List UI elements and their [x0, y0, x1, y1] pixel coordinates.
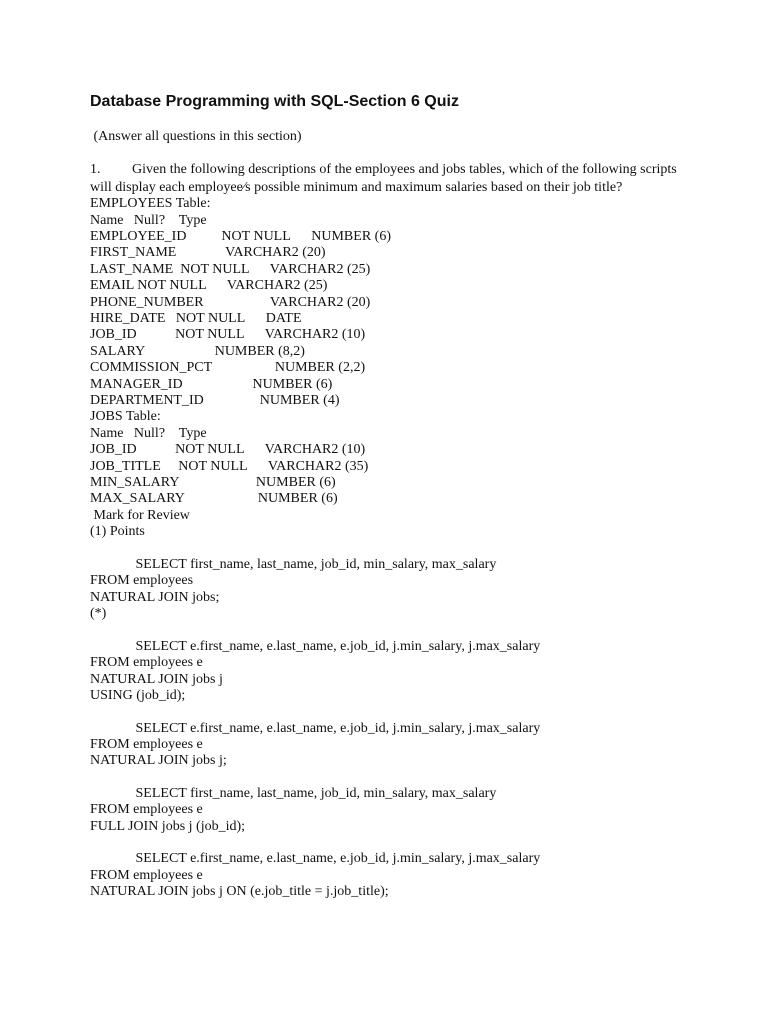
answer-option-2-line: NATURAL JOIN jobs j — [90, 672, 223, 687]
page-title: Database Programming with SQL-Section 6 Quiz — [90, 93, 459, 110]
question-number: 1. — [90, 162, 101, 177]
correct-answer-marker: (*) — [90, 606, 107, 621]
employees-row: COMMISSION_PCT NUMBER (2,2) — [90, 360, 366, 375]
mark-for-review-link[interactable]: Mark for Review — [90, 508, 190, 523]
answer-option-4-line[interactable]: SELECT first_name, last_name, job_id, min_salary, max_salary — [90, 786, 497, 801]
answer-option-2-line: USING (job_id); — [90, 688, 186, 703]
answer-option-1-line[interactable]: SELECT first_name, last_name, job_id, min_salary, max_salary — [90, 557, 497, 572]
answer-option-5-line: NATURAL JOIN jobs j ON (e.job_title = j.job_title); — [90, 884, 389, 899]
employees-row: EMAIL NOT NULL VARCHAR2 (25) — [90, 278, 328, 293]
jobs-row: JOB_ID NOT NULL VARCHAR2 (10) — [90, 442, 366, 457]
points-label: (1) Points — [90, 524, 145, 539]
answer-option-4-line: FULL JOIN jobs j (job_id); — [90, 819, 246, 834]
answer-option-3-line[interactable]: SELECT e.first_name, e.last_name, e.job_id, j.min_salary, j.max_salary — [90, 721, 541, 736]
question-text-line-2: will display each employee⁄s possible minimum and maximum salaries based on their job title? — [90, 180, 623, 195]
employees-row: EMPLOYEE_ID NOT NULL NUMBER (6) — [90, 229, 391, 244]
answer-option-5-line[interactable]: SELECT e.first_name, e.last_name, e.job_id, j.min_salary, j.max_salary — [90, 851, 541, 866]
employees-row: MANAGER_ID NUMBER (6) — [90, 377, 333, 392]
question-text-line-1: Given the following descriptions of the employees and jobs tables, which of the following scripts — [132, 162, 677, 177]
answer-option-5-line: FROM employees e — [90, 868, 203, 883]
employees-row: LAST_NAME NOT NULL VARCHAR2 (25) — [90, 262, 371, 277]
jobs-table-header: Name Null? Type — [90, 426, 207, 441]
jobs-row: MAX_SALARY NUMBER (6) — [90, 491, 338, 506]
answer-option-4-line: FROM employees e — [90, 802, 203, 817]
answer-option-1-line: NATURAL JOIN jobs; — [90, 590, 220, 605]
jobs-row: MIN_SALARY NUMBER (6) — [90, 475, 336, 490]
instructions-text: (Answer all questions in this section) — [90, 129, 302, 144]
jobs-table-heading: JOBS Table: — [90, 409, 161, 424]
employees-row: DEPARTMENT_ID NUMBER (4) — [90, 393, 340, 408]
answer-option-3-line: FROM employees e — [90, 737, 203, 752]
employees-table-heading: EMPLOYEES Table: — [90, 196, 211, 211]
employees-row: SALARY NUMBER (8,2) — [90, 344, 305, 359]
answer-option-3-line: NATURAL JOIN jobs j; — [90, 753, 227, 768]
answer-option-2-line: FROM employees e — [90, 655, 203, 670]
jobs-row: JOB_TITLE NOT NULL VARCHAR2 (35) — [90, 459, 369, 474]
answer-option-1-line: FROM employees — [90, 573, 194, 588]
employees-table-header: Name Null? Type — [90, 213, 207, 228]
employees-row: JOB_ID NOT NULL VARCHAR2 (10) — [90, 327, 366, 342]
answer-option-2-line[interactable]: SELECT e.first_name, e.last_name, e.job_id, j.min_salary, j.max_salary — [90, 639, 541, 654]
employees-row: FIRST_NAME VARCHAR2 (20) — [90, 245, 326, 260]
employees-row: HIRE_DATE NOT NULL DATE — [90, 311, 302, 326]
employees-row: PHONE_NUMBER VARCHAR2 (20) — [90, 295, 371, 310]
